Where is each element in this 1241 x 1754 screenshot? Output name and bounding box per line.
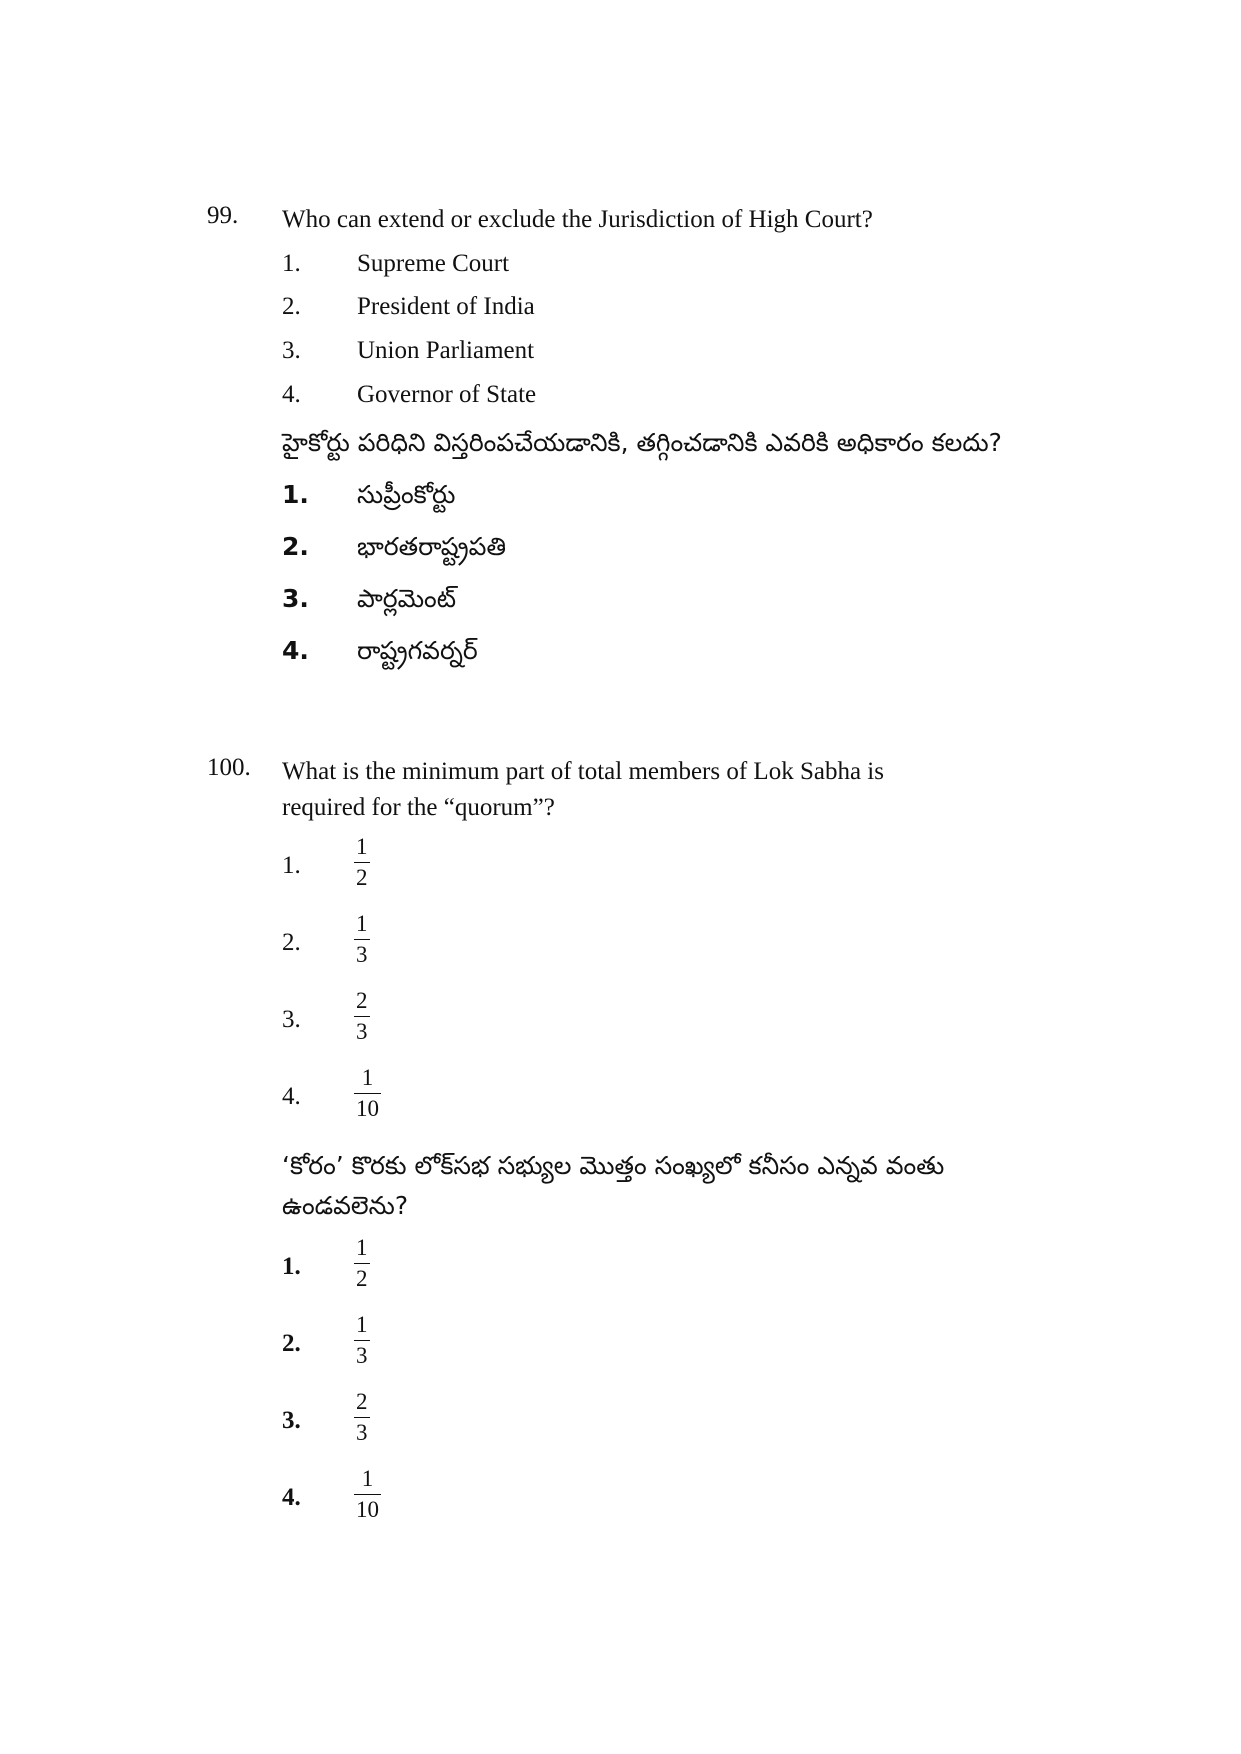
- question-text-telugu: హైకోర్టు పరిధిని విస్తరింపచేయడానికి, తగ్గించడానికి ఎవరికి అధికారం కలదు?: [282, 428, 1002, 457]
- fraction-bar: [354, 1093, 381, 1094]
- fraction-bar: [354, 1340, 370, 1341]
- option-number: 3.: [282, 1006, 301, 1033]
- fraction-bar: [354, 1494, 381, 1495]
- option-text: Union Parliament: [357, 337, 535, 364]
- denominator: 3: [356, 1420, 368, 1445]
- option-number: 1.: [282, 480, 309, 509]
- fraction: [354, 1312, 370, 1369]
- option-number: 3.: [282, 337, 301, 364]
- denominator: 3: [356, 1343, 368, 1368]
- fraction: [354, 911, 370, 968]
- numerator: 2: [356, 988, 368, 1013]
- option-number: 2.: [282, 929, 301, 956]
- fraction-bar: [354, 1016, 370, 1017]
- fraction-bar: [354, 1417, 370, 1418]
- option-number: 2.: [282, 293, 301, 320]
- numerator: 1: [356, 1312, 368, 1337]
- fraction: [354, 834, 370, 891]
- option-number: 1.: [282, 1253, 301, 1280]
- option-text: Governor of State: [357, 381, 537, 408]
- fraction: [354, 1389, 370, 1446]
- option-text: రాష్ట్రగవర్నర్: [357, 636, 478, 665]
- denominator: 2: [356, 1266, 368, 1291]
- fraction-bar: [354, 1263, 370, 1264]
- numerator: 1: [356, 1235, 368, 1260]
- fraction-bar: [354, 939, 370, 940]
- question-number: 99.: [207, 202, 239, 229]
- option-number: 3.: [282, 584, 309, 613]
- denominator: 2: [356, 865, 368, 890]
- fraction: [354, 1466, 381, 1523]
- numerator: 2: [356, 1389, 368, 1414]
- fraction: [354, 1235, 370, 1292]
- option-text: Supreme Court: [357, 250, 510, 277]
- option-number: 1.: [282, 250, 301, 277]
- numerator: 1: [361, 1065, 374, 1090]
- numerator: 1: [361, 1466, 374, 1491]
- denominator: 10: [356, 1497, 379, 1522]
- option-text: సుప్రీంకోర్టు: [357, 480, 456, 509]
- option-number: 4.: [282, 381, 301, 408]
- option-text: పార్లమెంట్: [357, 584, 457, 613]
- option-number: 1.: [282, 852, 301, 879]
- denominator: 3: [356, 1019, 368, 1044]
- fraction: [354, 988, 370, 1045]
- question-number: 100.: [207, 754, 251, 781]
- fraction-bar: [354, 862, 370, 863]
- option-number: 3.: [282, 1407, 301, 1434]
- option-text: President of India: [357, 293, 535, 320]
- question-text-english: What is the minimum part of total members of Lok Sabha is required for the “quorum”?: [282, 758, 884, 821]
- option-number: 4.: [282, 636, 309, 665]
- option-number: 2.: [282, 1330, 301, 1357]
- question-text-english: Who can extend or exclude the Jurisdiction of High Court?: [282, 206, 873, 233]
- denominator: 3: [356, 942, 368, 967]
- numerator: 1: [356, 911, 368, 936]
- option-number: 4.: [282, 1083, 301, 1110]
- option-number: 2.: [282, 532, 309, 561]
- fraction: [354, 1065, 381, 1122]
- denominator: 10: [356, 1096, 379, 1121]
- option-number: 4.: [282, 1484, 301, 1511]
- option-text: భారతరాష్ట్రపతి: [357, 532, 507, 561]
- question-text-telugu: ‘కోరం’ కొరకు లోక్‌సభ సభ్యుల మొత్తం సంఖ్యలో కనీసం ఎన్నవ వంతు ఉండవలెను?: [282, 1151, 945, 1220]
- numerator: 1: [356, 834, 368, 859]
